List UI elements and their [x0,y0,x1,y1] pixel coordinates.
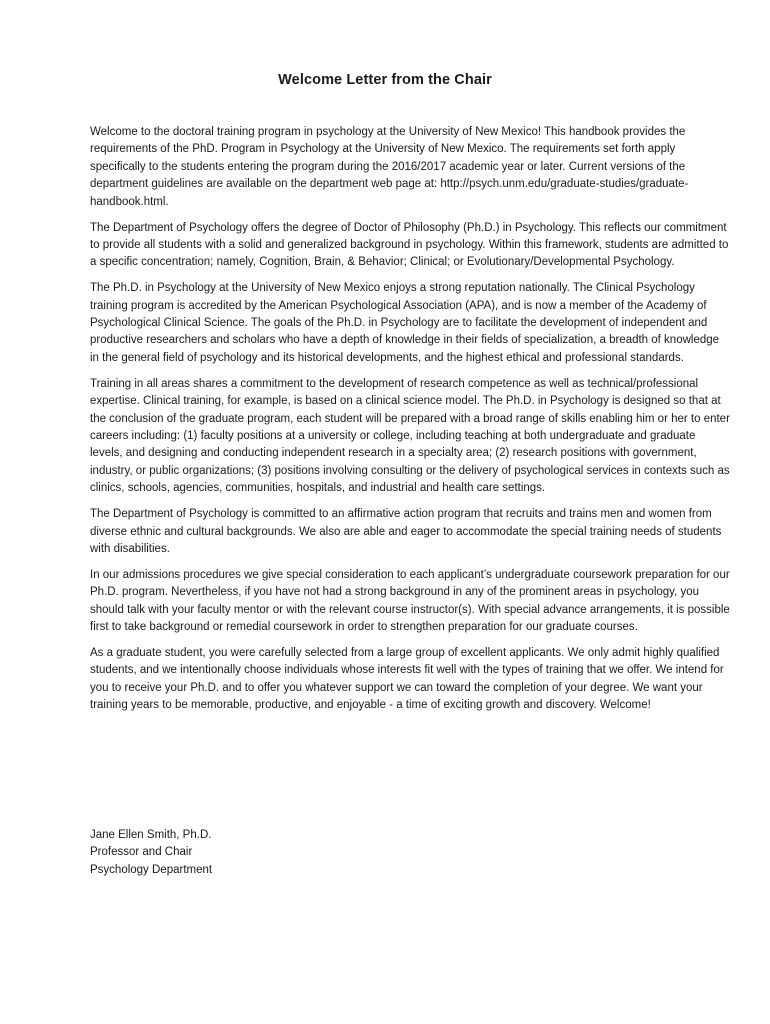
paragraph-admissions: In our admissions procedures we give special consideration to each applicant’s undergraduate coursework preparation for our Ph.D. program. Nevertheless, if you have not had a strong background in any of the prominent areas in psychology, you should talk with your faculty mentor or with the relevant course instructor(s). With special advance arrangements, it is possible first to take background or remedial coursework in order to strengthen preparation for our graduate courses. [90,568,730,634]
signature-name: Jane Ellen Smith, Ph.D. [90,829,212,841]
page-title: Welcome Letter from the Chair [278,72,492,88]
paragraph-degree: The Department of Psychology offers the degree of Doctor of Philosophy (Ph.D.) in Psychology. This reflects our commitment to provide all students with a solid and generalized background in psychology. Within this framework, students are admitted to a specific concentration; namely, Cognition, Brain, & Behavior; Clinical; or Evolutionary/Developmental Psychology. [90,221,729,269]
paragraph-training: Training in all areas shares a commitment to the development of research competence as well as technical/professional expertise. Clinical training, for example, is based on a clinical science model. The Ph.D. in Psychology is designed so that at the conclusion of the graduate program, each student will be prepared with a broad range of skills enabling him or her to enter careers including: (1) faculty positions at a university or college, including teaching at both undergraduate and graduate levels, and designing and conducting independent research in a specialty area; (2) research positions with government, industry, or public organizations; (3) positions involving consulting or the delivery of psychological services in contexts such as clinics, schools, agencies, communities, hospitals, and industrial and health care settings. [90,377,730,495]
letter-body [90,124,730,723]
paragraph-affirmative-action: The Department of Psychology is committed to an affirmative action program that recruits and trains men and women from diverse ethnic and cultural backgrounds. We also are able and eager to accommodate the special training needs of students with disabilities. [90,508,722,555]
signature-department: Psychology Department [90,863,213,876]
paragraph-welcome: Welcome to the doctoral training program in psychology at the University of New Mexico! This handbook provides the requirements of the PhD. Program in Psychology at the University of New Mexico. The requirements set forth apply specifically to the students entering the program during the 2016/2017 academic year or later. Current versions of the department guidelines are available on the department web page at: http://psych.unm.edu/graduate-studies/graduate-handbook.html. [90,126,689,208]
paragraph-reputation: The Ph.D. in Psychology at the University of New Mexico enjoys a strong reputation nationally. The Clinical Psychology training program is accredited by the American Psychological Association (APA), and is now a member of the Academy of Psychological Clinical Science. The goals of the Ph.D. in Psychology are to facilitate the development of independent and productive researchers and scholars who have a depth of knowledge in their fields of specialization, a breadth of knowledge in the general field of psychology and its historical developments, and the highest ethical and professional standards. [90,282,720,364]
signature-position: Professor and Chair [90,846,193,859]
signature-block [90,827,212,879]
paragraph-closing: As a graduate student, you were carefully selected from a large group of excellent applicants. We only admit highly qualified students, and we intentionally choose individuals whose interests fit well with the types of training that we offer. We intend for you to receive your Ph.D. and to offer you whatever support we can toward the completion of your degree. We want your training years to be memorable, productive, and enjoyable - a time of exciting growth and discovery. Welcome! [90,646,724,712]
